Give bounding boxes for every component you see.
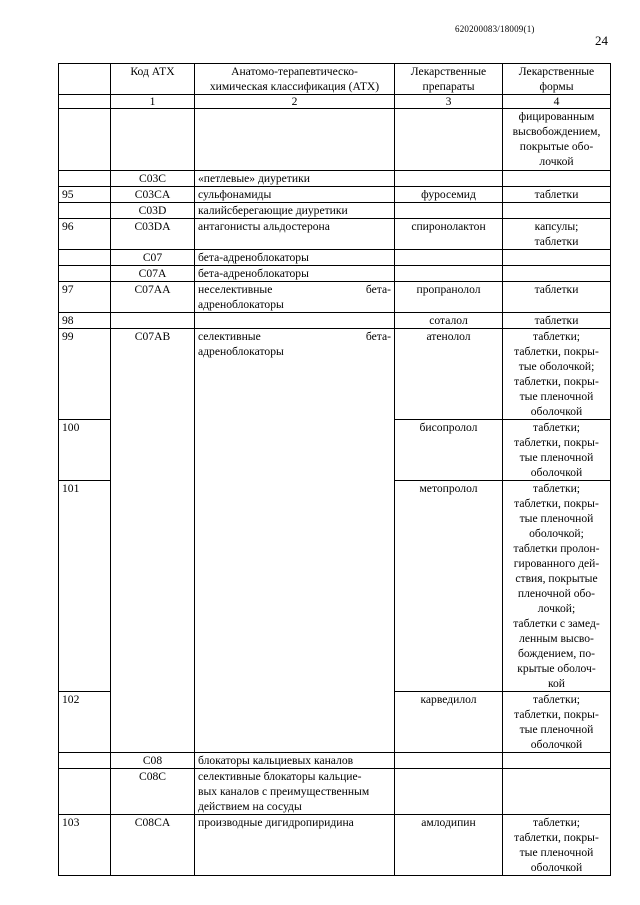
row-number-cell [59,313,111,329]
table-body [59,109,611,876]
drug-name: амлодипин [421,816,476,829]
dosage-form-line: таблетки [534,314,579,327]
table-row [59,266,611,282]
classification-cell [195,109,395,171]
classification-line: «петлевые» диуретики [198,172,310,185]
row-number-cell [59,692,111,753]
row-number-cell [59,420,111,481]
atx-code-cell [111,187,195,203]
classification-cell [195,329,395,753]
atx-code: C03C [138,172,167,185]
classification-word: бета- [365,283,391,296]
row-number: 99 [62,330,74,343]
dosage-form-line: покрытые обо- [519,140,594,153]
dosage-form-cell [503,313,611,329]
drug-name: фуросемид [421,188,476,201]
drug-cell [395,187,503,203]
table-row [59,250,611,266]
column-number-cell: 1 [111,95,195,109]
row-number-cell [59,171,111,187]
dosage-form-line: оболочкой [530,738,583,751]
table-row [59,313,611,329]
dosage-form-line: таблетки пролон- [513,542,600,555]
drug-cell [395,109,503,171]
header-classification-line: химическая классификация (АТХ) [209,80,380,93]
drug-cell [395,329,503,420]
drug-cell [395,753,503,769]
atx-code: C08C [138,770,167,783]
dosage-form-line: таблетки, покры- [514,436,599,449]
atx-code-cell [111,171,195,187]
drug-name: соталол [429,314,468,327]
atx-code: C07AB [134,330,171,343]
drug-cell [395,203,503,219]
drug-cell [395,420,503,481]
row-number-cell [59,187,111,203]
atx-code-cell [111,266,195,282]
column-number-cell [59,95,111,109]
dosage-form-line: таблетки, покры- [514,708,599,721]
row-number-cell [59,282,111,313]
dosage-form-cell [503,282,611,313]
row-number: 95 [62,188,74,201]
classification-line: блокаторы кальциевых каналов [198,754,354,767]
dosage-form-line: высвобождением, [512,125,601,138]
row-number: 102 [62,693,80,706]
header-code-label: Код АТХ [130,65,175,78]
header-drugs-line: Лекарственные [410,65,487,78]
table-row [59,187,611,203]
drug-cell [395,769,503,815]
dosage-form-line: таблетки, покры- [514,497,599,510]
drug-cell [395,692,503,753]
dosage-form-line: пленочной обо- [517,587,596,600]
dosage-form-line: тые пленочной [519,846,594,859]
dosage-form-cell [503,329,611,420]
atx-code-cell [111,109,195,171]
dosage-form-line: тые оболочкой; [518,360,595,373]
dosage-form-line: лочкой [539,155,574,168]
dosage-form-line: таблетки; [532,693,581,706]
dosage-form-cell [503,219,611,250]
header-cell-code [111,64,195,95]
drug-name: спиронолактон [411,220,486,233]
dosage-form-line: тые пленочной [519,451,594,464]
atx-code-cell [111,815,195,876]
page-number: 24 [595,33,608,48]
dosage-form-line: оболочкой [530,861,583,874]
dosage-form-cell [503,187,611,203]
row-number: 101 [62,482,80,495]
dosage-form-cell [503,109,611,171]
classification-cell [195,187,395,203]
row-number-cell [59,266,111,282]
row-number-cell [59,109,111,171]
atx-table [58,63,611,876]
classification-cell [195,219,395,250]
classification-line: адреноблокаторы [198,345,284,358]
table-row [59,769,611,815]
row-number-cell [59,481,111,692]
header-forms-line: формы [539,80,574,93]
atx-code-cell [111,219,195,250]
drug-name: атенолол [426,330,471,343]
row-number: 97 [62,283,74,296]
atx-code: C03CA [134,188,171,201]
classification-word: селективные [198,330,261,343]
classification-cell [195,753,395,769]
dosage-form-line: тые пленочной [519,390,594,403]
classification-cell [195,171,395,187]
document-number: 620200083/18009(1) [455,24,535,34]
table-row [59,219,611,250]
table-row [59,109,611,171]
table-row [59,171,611,187]
drug-name: бисопролол [419,421,478,434]
row-number-cell [59,769,111,815]
classification-line: антагонисты альдостерона [198,220,330,233]
atx-code-cell [111,250,195,266]
row-number-cell [59,753,111,769]
drug-cell [395,313,503,329]
classification-line [198,329,391,344]
header-classification-line: Анатомо-терапевтическо- [231,65,358,78]
drug-cell [395,481,503,692]
dosage-form-line: ленным высво- [519,632,594,645]
classification-line: вых каналов с преимущественным [198,785,370,798]
dosage-form-cell [503,171,611,187]
column-number-cell: 2 [195,95,395,109]
classification-word: бета- [365,330,391,343]
row-number-cell [59,329,111,420]
dosage-form-line: таблетки, покры- [514,345,599,358]
classification-cell [195,769,395,815]
dosage-form-line: таблетки; [532,421,581,434]
dosage-form-line: гированного дей- [513,557,600,570]
header-cell-number [59,64,111,95]
atx-code-cell [111,329,195,753]
classification-line: бета-адреноблокаторы [198,251,309,264]
column-number-cell: 3 [395,95,503,109]
row-number: 96 [62,220,74,233]
classification-cell [195,266,395,282]
drug-cell [395,815,503,876]
dosage-form-line: фицированным [518,110,595,123]
drug-name: карведилол [420,693,477,706]
classification-cell [195,203,395,219]
drug-cell [395,282,503,313]
header-drugs-line: препараты [422,80,475,93]
dosage-form-line: оболочкой [530,405,583,418]
table-row [59,753,611,769]
dosage-form-cell [503,250,611,266]
table-header-row [59,64,611,95]
drug-name: пропранолол [416,283,481,296]
atx-code: C07 [142,251,163,264]
drug-cell [395,266,503,282]
dosage-form-line: тые пленочной [519,723,594,736]
classification-line: бета-адреноблокаторы [198,267,309,280]
column-number-row [59,95,611,109]
dosage-form-line: оболочкой; [529,527,584,540]
table-row [59,203,611,219]
dosage-form-cell [503,769,611,815]
row-number-cell [59,250,111,266]
dosage-form-cell [503,815,611,876]
classification-line: сульфонамиды [198,188,272,201]
row-number-cell [59,219,111,250]
atx-code: C08CA [134,816,171,829]
column-number-cell: 4 [503,95,611,109]
dosage-form-line: оболочкой [530,466,583,479]
dosage-form-line: ствия, покрытые [515,572,598,585]
dosage-form-cell [503,481,611,692]
atx-code-cell [111,753,195,769]
row-number-cell [59,203,111,219]
dosage-form-cell [503,266,611,282]
dosage-form-line: таблетки [534,188,579,201]
atx-code: C03D [138,204,167,217]
atx-code-cell [111,313,195,329]
drug-name: метопролол [419,482,478,495]
dosage-form-line: таблетки; [532,816,581,829]
drug-cell [395,171,503,187]
dosage-form-cell [503,203,611,219]
classification-line: селективные блокаторы кальцие- [198,770,362,783]
classification-line [198,282,391,297]
table-row [59,282,611,313]
atx-code-cell [111,769,195,815]
classification-line: адреноблокаторы [198,298,284,311]
header-cell-classification [195,64,395,95]
dosage-form-cell [503,420,611,481]
header-cell-drugs [395,64,503,95]
dosage-form-cell [503,692,611,753]
dosage-form-line: таблетки [534,235,579,248]
dosage-form-line: таблетки с замед- [513,617,600,630]
drug-cell [395,250,503,266]
atx-code: C07AA [134,283,171,296]
dosage-form-line: таблетки, покры- [514,831,599,844]
row-number: 103 [62,816,80,829]
atx-code: C07A [138,267,167,280]
dosage-form-line: капсулы; [534,220,579,233]
classification-cell [195,250,395,266]
classification-word: неселективные [198,283,273,296]
row-number-cell [59,815,111,876]
atx-code: C08 [142,754,163,767]
dosage-form-line: крытые оболоч- [517,662,596,675]
atx-code: C03DA [134,220,171,233]
dosage-form-line: таблетки; [532,482,581,495]
classification-line: действием на сосуды [198,800,302,813]
classification-line: калийсберегающие диуретики [198,204,348,217]
table-row [59,329,611,420]
row-number: 100 [62,421,80,434]
header-forms-line: Лекарственные [518,65,595,78]
drug-cell [395,219,503,250]
classification-cell [195,282,395,313]
dosage-form-line: таблетки [534,283,579,296]
dosage-form-line: лочкой; [537,602,576,615]
header-cell-forms [503,64,611,95]
atx-code-cell [111,282,195,313]
atx-code-cell [111,203,195,219]
table-row [59,815,611,876]
dosage-form-line: бождением, по- [517,647,595,660]
dosage-form-line: тые пленочной [519,512,594,525]
row-number: 98 [62,314,74,327]
dosage-form-line: таблетки; [532,330,581,343]
dosage-form-cell [503,753,611,769]
classification-cell [195,815,395,876]
classification-cell [195,313,395,329]
dosage-form-line: кой [547,677,566,690]
dosage-form-line: таблетки, покры- [514,375,599,388]
classification-line: производные дигидропиридина [198,816,354,829]
